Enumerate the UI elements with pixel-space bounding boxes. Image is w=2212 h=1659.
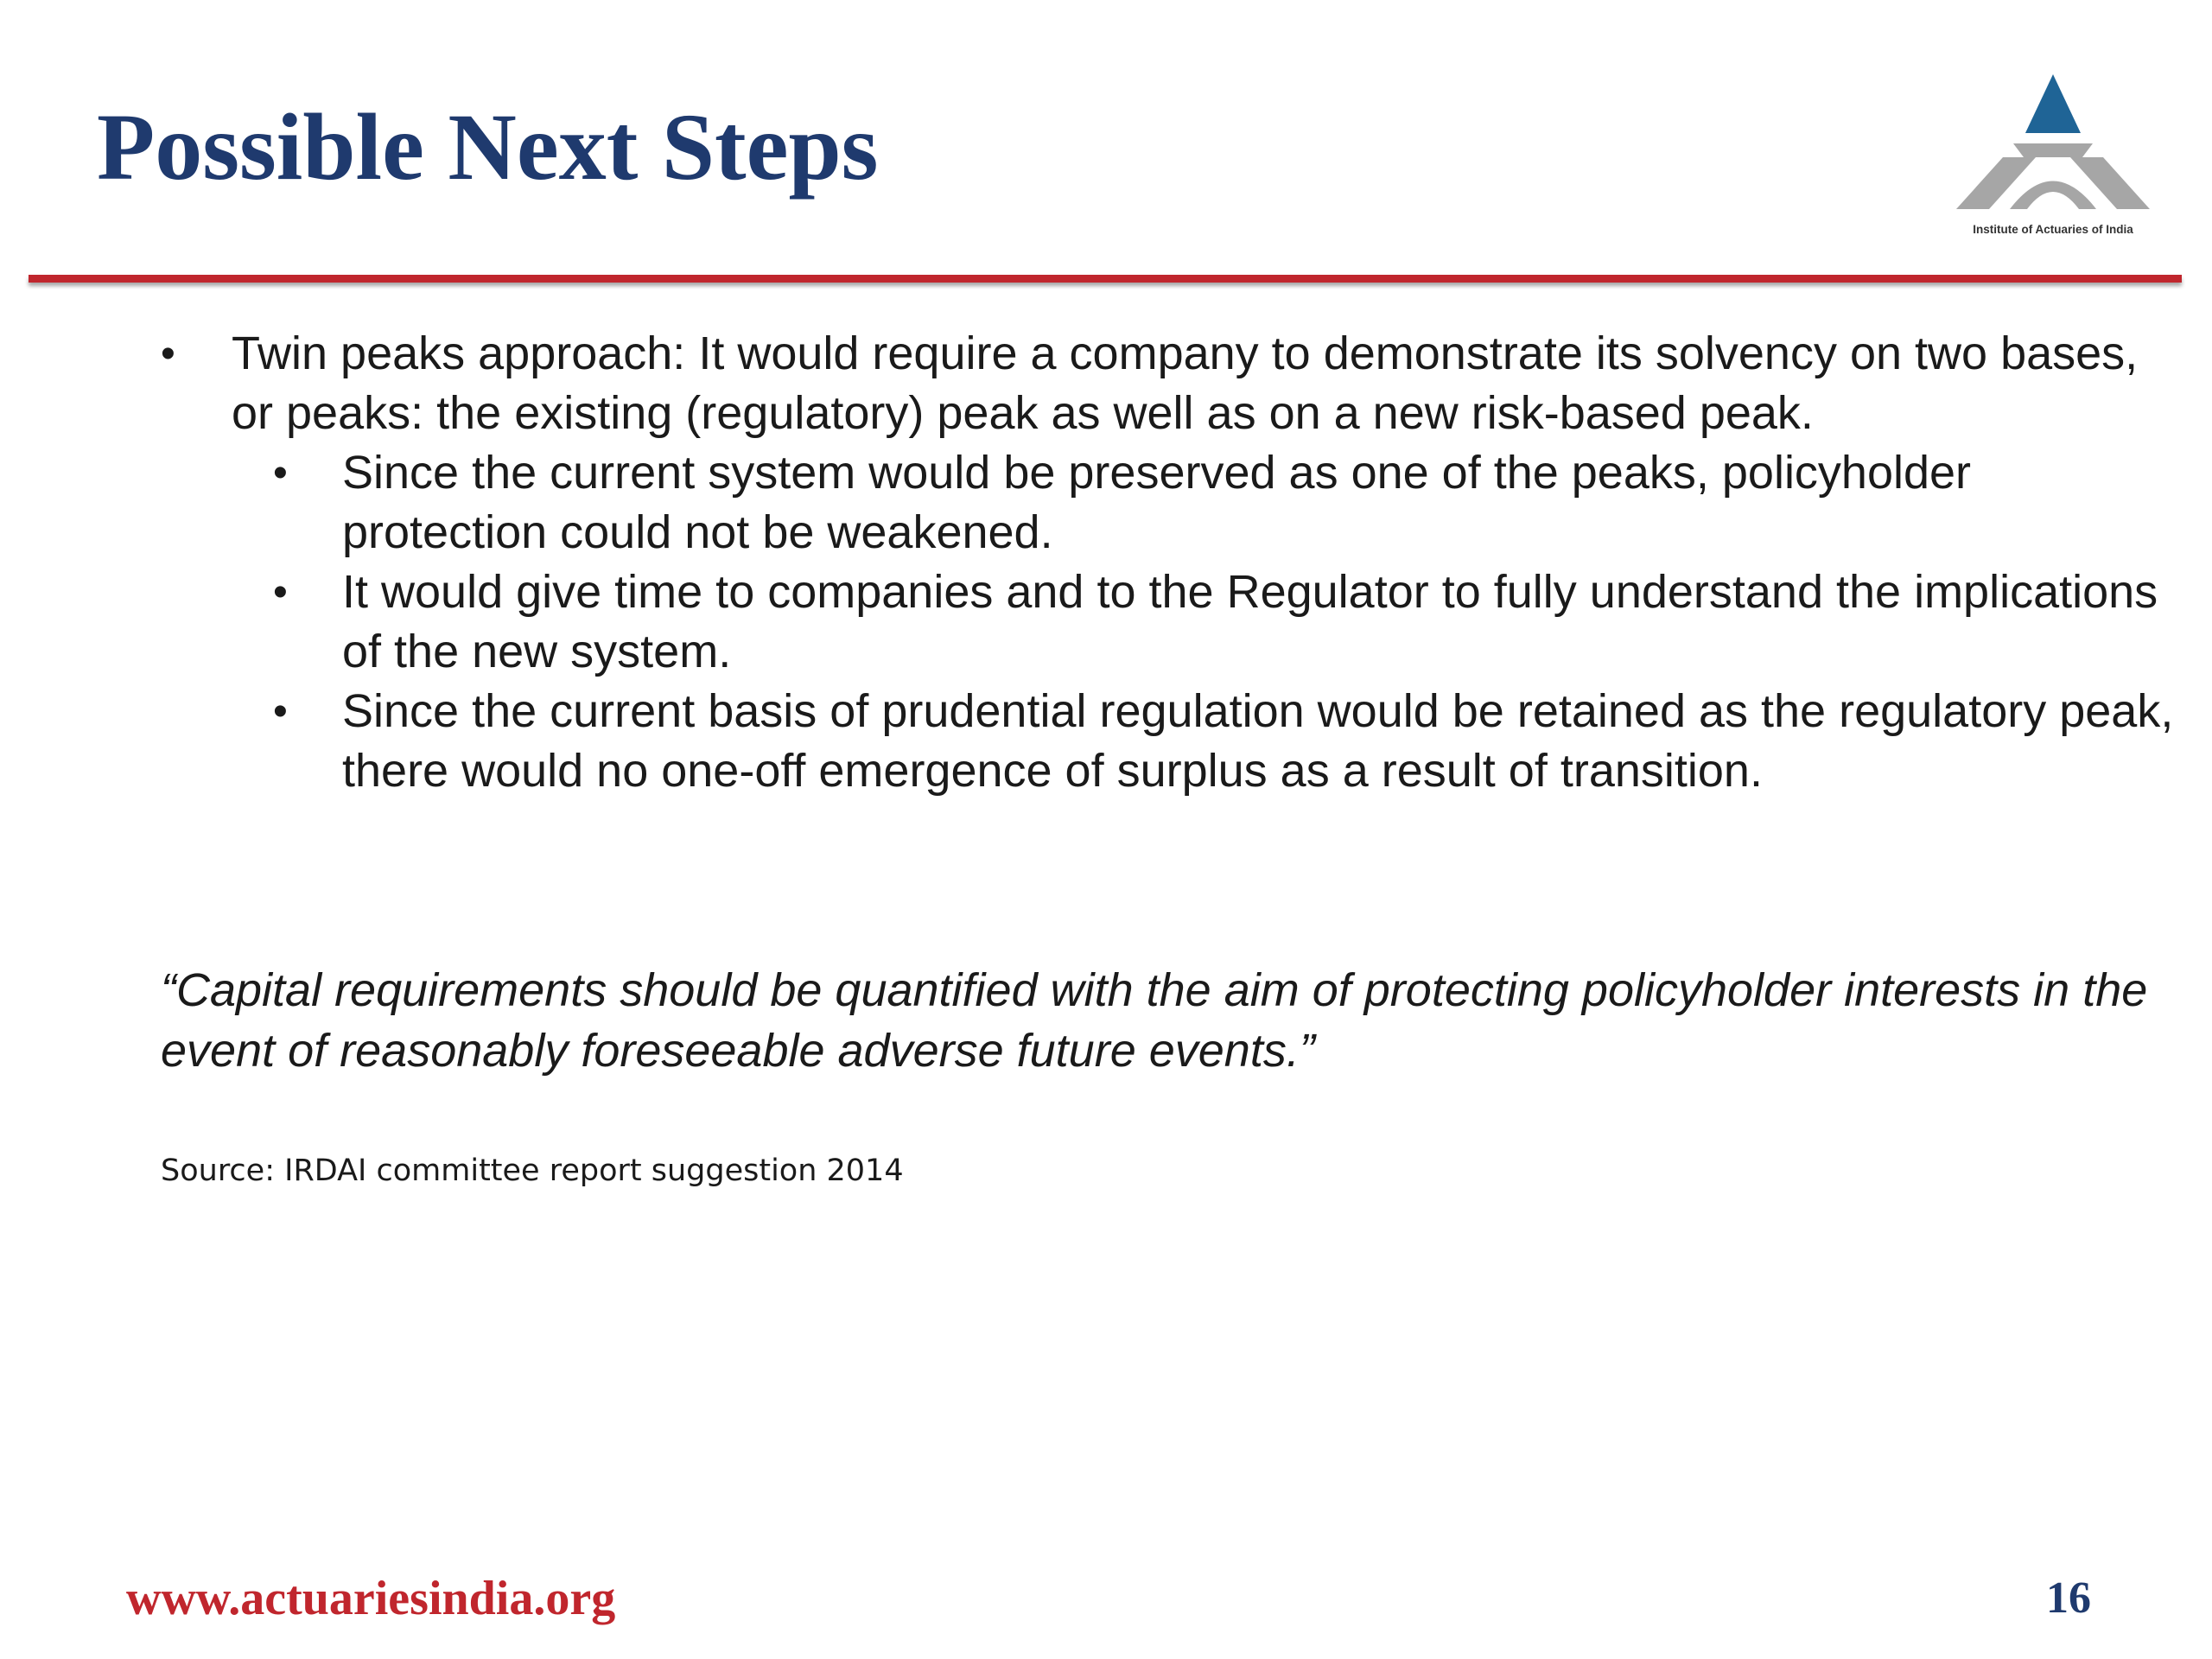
- header-divider: [29, 275, 2182, 283]
- sub-bullet-text: Since the current basis of prudential regulation would be retained as the regulatory peak, there would no one-off emergence of surplus as a result of transition.: [342, 685, 2174, 797]
- sub-bullet-symbol: •: [273, 450, 288, 496]
- footer-website-link[interactable]: www.actuariesindia.org: [126, 1572, 616, 1625]
- sub-bullet-text: Since the current system would be preserved as one of the peaks, policyholder protection could not be weakened.: [342, 447, 1972, 558]
- page-number: 16: [2046, 1573, 2091, 1623]
- sub-bullet-symbol: •: [273, 689, 288, 734]
- bullet-text: Twin peaks approach: It would require a company to demonstrate its solvency on two bases, or peaks: the existing (regulatory) peak as well as on a new risk-based peak.: [232, 327, 2139, 439]
- institute-logo: [1949, 71, 2157, 244]
- bullet-symbol: •: [161, 331, 175, 377]
- logo-caption: Institute of Actuaries of India: [1973, 223, 2133, 236]
- sub-bullet-text: It would give time to companies and to the Regulator to fully understand the implications of the new system.: [342, 566, 2158, 677]
- source-citation: Source: IRDAI committee report suggestion 2014: [161, 1154, 904, 1188]
- sub-bullet-item: [273, 563, 2174, 682]
- quote-text: “Capital requirements should be quantified with the aim of protecting policyholder interests in the event of reasonably foreseeable adverse future events.”: [161, 964, 2148, 1077]
- actuaries-triangle-logo-icon: [1949, 71, 2157, 222]
- sub-bullet-item: [273, 682, 2174, 801]
- bullet-item: [161, 324, 2148, 443]
- slide-title: Possible Next Steps: [97, 94, 879, 200]
- sub-bullet-symbol: •: [273, 569, 288, 615]
- sub-bullet-item: [273, 443, 2174, 563]
